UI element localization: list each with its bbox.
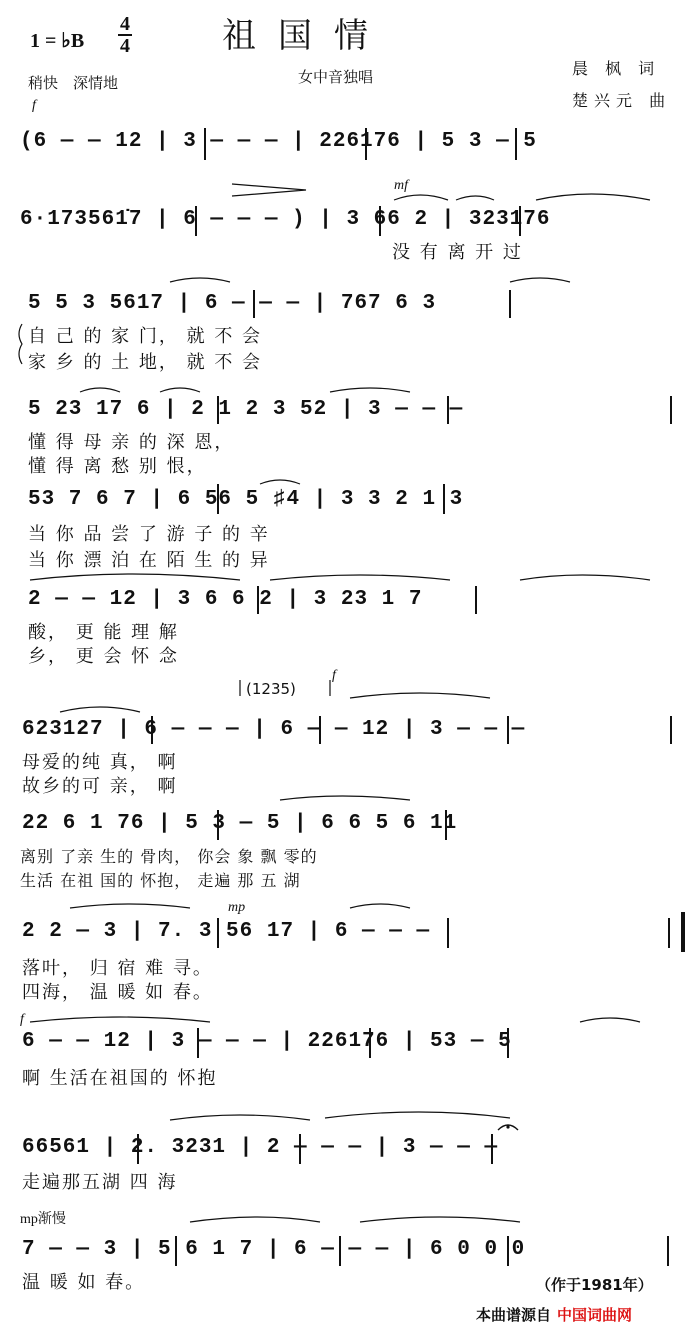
key-signature: 1 = ♭B [30,30,85,52]
lyrics-row-5-verse-1: 当 你 品 尝 了 游 子 的 辛 [28,524,270,545]
lyrics-row-8-verse-1: 离别 了亲 生的 骨肉， 你会 象 飘 零的 [20,847,318,866]
tempo-marking: 稍快 深情地 [28,74,119,92]
notes-row-3: 5 5 3 5617 | 6 — — — | 767 6 3 [28,292,437,315]
notes-row-12: 7 — — 3 | 5 6 1 7 | 6 — — — | 6 0 0 0 [22,1238,526,1261]
lyrics-row-10: 啊 生活在祖国的 怀抱 [22,1068,218,1089]
dynamic-f-coda: f [20,1012,24,1027]
time-signature-bottom: 4 [120,35,130,57]
lyrics-row-6-verse-2: 乡， 更 会 怀 念 [28,646,179,667]
composed-year-note: （作于1981年） [536,1276,653,1294]
notes-row-4: 5 23 17 6 | 2 1 2 3 52 | 3 — — — [28,398,464,421]
lyrics-row-9-verse-2: 四海， 温 暖 如 春。 [22,982,213,1003]
lyrics-row-3-verse-1: 自 己 的 家 门， 就 不 会 [28,326,263,347]
notes-row-6: 2 — — 12 | 3 6 6 2 | 3 23 1 7 [28,588,423,611]
notes-row-11: 66561 | 2. 3231 | 2 — — — | 3 — — — [22,1136,499,1159]
song-title: 祖国情 [222,16,390,56]
source-label: 本曲谱源自 [476,1306,552,1324]
voice-type: 女中音独唱 [298,68,374,86]
source-footer [476,1304,632,1325]
lyrics-row-3-verse-2: 家 乡 的 土 地， 就 不 会 [28,352,263,373]
lyrics-row-6-verse-1: 酸， 更 能 理 解 [28,622,179,643]
dynamic-f-chorus: f [332,668,336,683]
lyrics-row-9-verse-1: 落叶， 归 宿 难 寻。 [22,958,213,979]
dynamic-mp: mp [228,900,246,915]
time-signature-top: 4 [120,13,130,35]
notes-row-2: 6·173561̇7 | 6 — — — ) | 3 66 2 | 323176 [20,208,551,231]
notes-row-10: 6 — — 12 | 3 — — — | 226176 | 53 — 5 [22,1030,512,1053]
lyrics-row-11: 走遍那五湖 四 海 [22,1172,178,1193]
dynamic-mf: mf [394,178,408,193]
lyrics-row-12: 温 暖 如 春。 [22,1272,146,1293]
lyrics-row-4-verse-2: 懂 得 离 愁 别 恨， [28,456,207,477]
ossia-notes: (1235) [246,680,296,698]
site-link[interactable]: 中国词曲网 [557,1306,633,1324]
notes-row-7: 623127 | 6 — — — | 6 — — 12 | 3 — — — [22,718,526,741]
lyrics-row-2: 没 有 离 开 过 [392,242,523,263]
lyrics-row-8-verse-2: 生活 在祖 国的 怀抱， 走遍 那 五 湖 [20,871,301,890]
notes-row-8: 22 6 1 76 | 5 3 — 5 | 6 6 5 6 11 [22,812,458,835]
dynamic-f-intro: f [32,98,36,113]
lyricist: 晨 枫 词 [572,59,661,78]
composer: 楚兴元 曲 [572,91,672,110]
notes-row-9: 2 2 — 3 | 7. 3 56 17 | 6 — — — [22,920,431,943]
lyrics-row-5-verse-2: 当 你 漂 泊 在 陌 生 的 异 [28,550,270,571]
lyrics-row-4-verse-1: 懂 得 母 亲 的 深 恩， [28,432,235,453]
lyrics-row-7-verse-2: 故乡的可 亲， 啊 [22,776,178,797]
notes-row-5: 53 7 6 7 | 6 56 5 ♯4 | 3 3 2 1 3 [28,488,464,511]
dynamic-mp-slow: mp渐慢 [20,1212,66,1227]
notes-row-1: (6 — — 12 | 3 — — — | 226176 | 5 3 — 5 [20,130,537,153]
lyrics-row-7-verse-1: 母爱的纯 真， 啊 [22,752,178,773]
